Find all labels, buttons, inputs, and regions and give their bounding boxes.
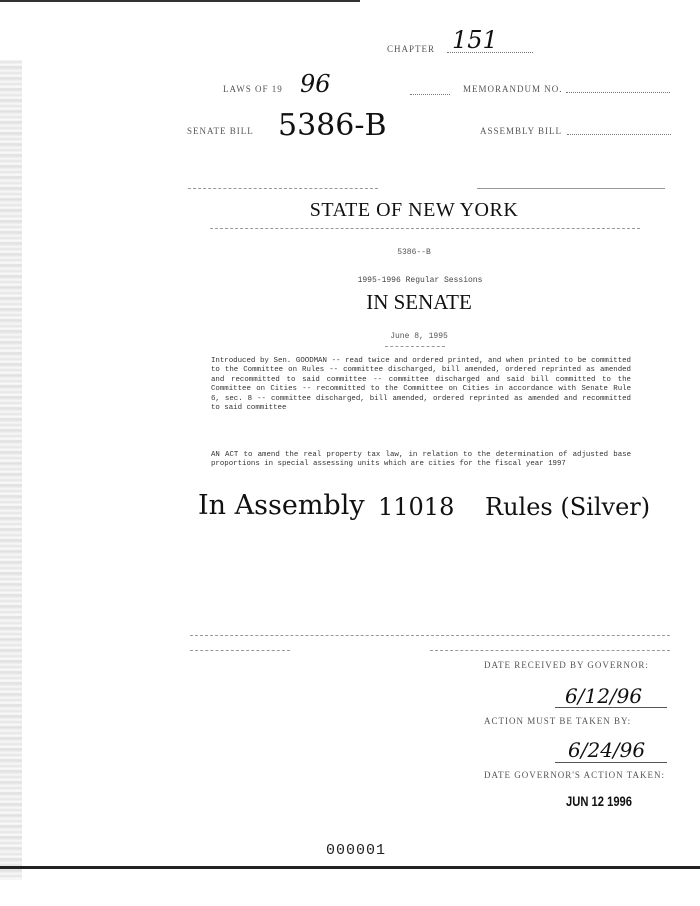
laws-of-value: 96 <box>300 70 331 98</box>
date-received-label: DATE RECEIVED BY GOVERNOR: <box>484 660 649 670</box>
lower-separator-2 <box>190 650 290 651</box>
session-label: 1995-1996 Regular Sessions <box>357 276 483 285</box>
top-edge-rule <box>0 0 360 2</box>
action-taken-stamp: JUN 12 1996 <box>566 793 633 809</box>
scan-edge-artifact <box>0 60 22 880</box>
separator-right <box>477 188 665 189</box>
title-underline <box>210 228 640 229</box>
action-must-value: 6/24/96 <box>568 738 646 762</box>
act-text: AN ACT to amend the real property tax law, in relation to the determination of adjusted base proportions in special assessing units which are cities for the fiscal year 1997 <box>211 451 631 469</box>
action-must-line <box>555 762 667 763</box>
chapter-label: CHAPTER <box>387 44 436 54</box>
chapter-value: 151 <box>452 26 498 54</box>
laws-of-line <box>410 94 450 95</box>
lower-separator-3 <box>430 650 670 651</box>
introduction-date: June 8, 1995 <box>390 332 448 341</box>
laws-of-label: LAWS OF 19 <box>223 84 283 94</box>
chamber-title: IN SENATE <box>366 290 472 314</box>
date-received-value: 6/12/96 <box>565 684 643 708</box>
assembly-bill-label: ASSEMBLY BILL <box>480 126 563 136</box>
chapter-line <box>447 52 533 53</box>
bill-number: 5386--B <box>397 248 431 257</box>
separator-left <box>188 188 378 189</box>
bottom-edge-rule <box>0 866 700 869</box>
state-title: STATE OF NEW YORK <box>309 199 519 221</box>
action-must-label: ACTION MUST BE TAKEN BY: <box>484 716 632 726</box>
rules-annotation: Rules (Silver) <box>485 493 651 521</box>
action-taken-label: DATE GOVERNOR'S ACTION TAKEN: <box>484 770 665 780</box>
in-assembly-annotation: In Assembly <box>198 490 365 521</box>
memorandum-line <box>566 92 670 93</box>
assembly-number-annotation: 11018 <box>378 493 455 521</box>
page-number: 000001 <box>326 842 387 859</box>
senate-bill-value: 5386-B <box>278 108 387 143</box>
assembly-bill-line <box>567 134 671 135</box>
senate-bill-label: SENATE BILL <box>187 126 254 136</box>
date-received-line <box>555 707 667 708</box>
memorandum-label: MEMORANDUM NO. <box>463 84 563 94</box>
date-underline <box>385 346 445 347</box>
lower-separator-1 <box>190 635 670 636</box>
introduction-text: Introduced by Sen. GOODMAN -- read twice and ordered printed, and when printed to be committed to the Committee on Rules -- committee discharged, bill amended, ordered reprinted as amended and recommitted to said committee -- committee discharged and said bill committed to the Committee on Cities -- recommitted to the Committee on Cities in accordance with Senate Rule 6, sec. 8 -- committee discharged, bill amended, ordered reprinted as amended and recommitted to said committee <box>211 357 631 413</box>
